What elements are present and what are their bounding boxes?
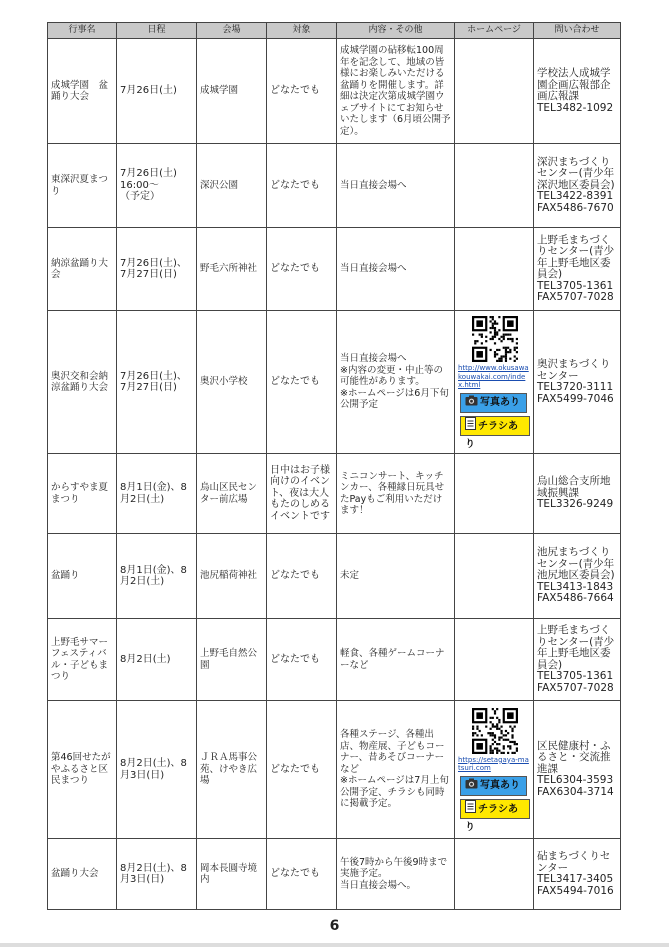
table-row	[48, 454, 621, 534]
cell-contact: 砧まちづくりセンター TEL3417-3405 FAX5494-7016	[534, 839, 621, 910]
cell-content: 当日直接会場へ	[337, 228, 455, 311]
table-row	[48, 311, 621, 454]
cell-target: どなたでも	[267, 619, 337, 701]
page-number: 6	[329, 918, 340, 934]
cell-content: 未定	[337, 534, 455, 619]
cell-content: 軽食、各種ゲームコーナーなど	[337, 619, 455, 701]
cell-name: 奥沢交和会納涼盆踊り大会	[48, 311, 117, 454]
cell-content: 午後7時から午後9時まで実施予定。 当日直接会場へ。	[337, 839, 455, 910]
table-row	[48, 619, 621, 701]
cell-venue: 奥沢小学校	[197, 311, 267, 454]
col-header-content: 内容・その他	[337, 23, 455, 39]
cell-date: 8月1日(金)、8月2日(土)	[117, 454, 197, 534]
photo-available-badge	[460, 776, 527, 796]
cell-date: 7月26日(土)、7月27日(日)	[117, 228, 197, 311]
table-header-row	[48, 23, 621, 39]
qr-code-icon	[472, 316, 518, 362]
col-header-homepage: ホームページ	[455, 23, 534, 39]
cell-date: 7月26日(土) 16:00～ （予定）	[117, 144, 197, 228]
cell-name: 盆踊り	[48, 534, 117, 619]
cell-content: 当日直接会場へ ※内容の変更・中止等の可能性があります。 ※ホームページは6月下旬公開予定	[337, 311, 455, 454]
cell-name: 上野毛サマーフェスティバル・子どもまつり	[48, 619, 117, 701]
camera-icon	[465, 778, 478, 789]
cell-contact: 烏山総合支所地域振興課 TEL3326-9249	[534, 454, 621, 534]
cell-venue: ＪＲＡ馬事公苑、けやき広場	[197, 701, 267, 839]
flyer-badge-label: チラシあり	[465, 803, 518, 833]
cell-content: ミニコンサート、キッチンカー、各種縁日玩具せたPayもご利用いただけます！	[337, 454, 455, 534]
document-icon	[465, 800, 476, 813]
cell-name: 盆踊り大会	[48, 839, 117, 910]
cell-content: 各種ステージ、各種出店、物産展、子どもコーナー、昔あそびコーナーなど ※ホームページは7月上旬公開予定、チラシも同時に掲載予定。	[337, 701, 455, 839]
cell-target: どなたでも	[267, 534, 337, 619]
cell-date: 8月2日(土)、8月3日(日)	[117, 701, 197, 839]
cell-contact: 区民健康村・ふるさと・交流推進課 TEL6304-3593 FAX6304-3714	[534, 701, 621, 839]
col-header-name: 行事名	[48, 23, 117, 39]
flyer-available-badge	[460, 416, 530, 450]
cell-contact: 学校法人成城学園企画広報部企画広報課 TEL3482-1092	[534, 39, 621, 144]
cell-target: どなたでも	[267, 39, 337, 144]
cell-date: 7月26日(土)	[117, 39, 197, 144]
document-icon	[465, 417, 476, 430]
cell-contact: 上野毛まちづくりセンター(青少年上野毛地区委員会) TEL3705-1361 FAX5707-7028	[534, 228, 621, 311]
cell-date: 8月1日(金)、8月2日(土)	[117, 534, 197, 619]
cell-date: 7月26日(土)、7月27日(日)	[117, 311, 197, 454]
cell-content: 成城学園の砧移転100周年を記念して、地域の皆様にお楽しみいただける盆踊りを開催します。詳細は決定次第成城学園ウェブサイトにてお知らせいたします（6月頃公開予定）。	[337, 39, 455, 144]
camera-icon	[465, 395, 478, 406]
table-row	[48, 839, 621, 910]
col-header-target: 対象	[267, 23, 337, 39]
cell-venue: 上野毛自然公園	[197, 619, 267, 701]
cell-venue: 成城学園	[197, 39, 267, 144]
page-bottom-divider	[0, 943, 669, 947]
cell-venue: 野毛六所神社	[197, 228, 267, 311]
cell-target: どなたでも	[267, 144, 337, 228]
cell-name: 東深沢夏まつり	[48, 144, 117, 228]
events-table	[47, 22, 621, 910]
cell-name: 第46回せたがやふるさと区民まつり	[48, 701, 117, 839]
homepage-cell	[455, 228, 534, 311]
cell-venue: 深沢公園	[197, 144, 267, 228]
homepage-cell	[455, 454, 534, 534]
homepage-cell	[455, 534, 534, 619]
cell-target: 日中はお子様向けのイベント、夜は大人もたのしめるイベントです	[267, 454, 337, 534]
homepage-link[interactable]: https://setagaya-matsuri.com	[458, 755, 529, 773]
homepage-cell	[455, 619, 534, 701]
flyer-badge-label: チラシあり	[465, 420, 518, 450]
cell-name: 納涼盆踊り大会	[48, 228, 117, 311]
table-row	[48, 228, 621, 311]
cell-target: どなたでも	[267, 228, 337, 311]
cell-content: 当日直接会場へ	[337, 144, 455, 228]
cell-target: どなたでも	[267, 701, 337, 839]
cell-contact: 上野毛まちづくりセンター(青少年上野毛地区委員会) TEL3705-1361 FAX5707-7028	[534, 619, 621, 701]
table-row	[48, 144, 621, 228]
homepage-link[interactable]: http://www.okusawakouwakai.com/index.html	[458, 364, 529, 389]
col-header-date: 日程	[117, 23, 197, 39]
table-row	[48, 534, 621, 619]
photo-badge-label: 写真あり	[480, 396, 520, 408]
cell-name: からすやま夏まつり	[48, 454, 117, 534]
homepage-cell	[455, 144, 534, 228]
homepage-cell	[455, 839, 534, 910]
cell-venue: 池尻稲荷神社	[197, 534, 267, 619]
homepage-cell	[455, 701, 534, 839]
col-header-venue: 会場	[197, 23, 267, 39]
cell-date: 8月2日(土)、8月3日(日)	[117, 839, 197, 910]
qr-code-icon	[472, 708, 518, 754]
cell-name: 成城学園 盆踊り大会	[48, 39, 117, 144]
cell-contact: 奥沢まちづくりセンター TEL3720-3111 FAX5499-7046	[534, 311, 621, 454]
cell-date: 8月2日(土)	[117, 619, 197, 701]
cell-contact: 深沢まちづくりセンター(青少年深沢地区委員会) TEL3422-8391 FAX5486-7670	[534, 144, 621, 228]
col-header-contact: 問い合わせ	[534, 23, 621, 39]
cell-target: どなたでも	[267, 839, 337, 910]
photo-available-badge	[460, 393, 527, 413]
cell-contact: 池尻まちづくりセンター(青少年池尻地区委員会) TEL3413-1843 FAX5486-7664	[534, 534, 621, 619]
cell-target: どなたでも	[267, 311, 337, 454]
table-row	[48, 39, 621, 144]
cell-venue: 烏山区民センター前広場	[197, 454, 267, 534]
homepage-cell	[455, 39, 534, 144]
photo-badge-label: 写真あり	[480, 779, 520, 791]
cell-venue: 岡本長圓寺境内	[197, 839, 267, 910]
flyer-available-badge	[460, 799, 530, 833]
homepage-cell	[455, 311, 534, 454]
table-row	[48, 701, 621, 839]
